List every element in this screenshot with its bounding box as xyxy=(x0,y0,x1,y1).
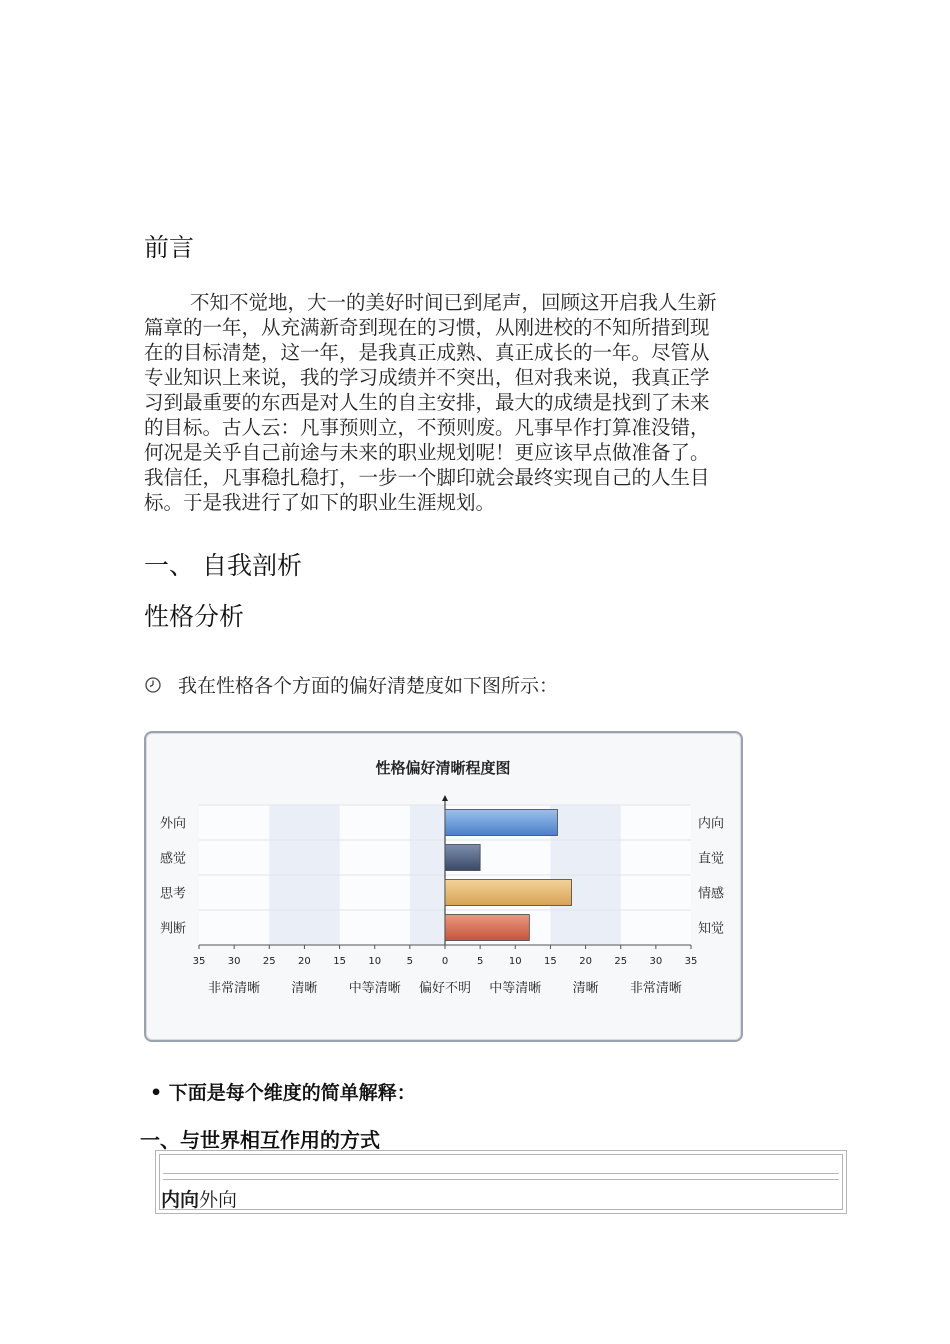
zone-label: 非常清晰 xyxy=(629,981,682,996)
axis-arrow xyxy=(442,795,448,801)
section-heading-personality: 性格分析 xyxy=(144,602,245,631)
tick-label: 5 xyxy=(476,956,484,967)
right-label: 内向 xyxy=(698,816,725,832)
right-label: 情感 xyxy=(698,886,725,902)
section-heading-self-analysis: 一、 自我剖析 xyxy=(144,551,302,580)
dimension-table xyxy=(155,1150,847,1214)
left-label: 外向 xyxy=(160,816,187,832)
left-label: 判断 xyxy=(160,921,187,937)
preface-line: 篇章的一年，从充满新奇到现在的习惯，从刚进校的不知所措到现 xyxy=(144,316,710,339)
preface-line: 专业知识上来说，我的学习成绩并不突出，但对我来说，我真正学 xyxy=(144,366,710,389)
tick-label: 0 xyxy=(441,956,449,967)
zone-label: 清晰 xyxy=(572,981,599,996)
tick-label: 10 xyxy=(508,956,522,967)
tick-label: 20 xyxy=(298,956,311,967)
preface-heading: 前言 xyxy=(144,233,195,262)
preface-line: 的目标。古人云：凡事预则立，不预则废。凡事早作打算准没错， xyxy=(144,416,710,439)
bar xyxy=(445,915,529,941)
preface-line: 我信任，凡事稳扎稳打，一步一个脚印就会最终实现自己的人生目 xyxy=(144,466,710,489)
zone-label: 偏好不明 xyxy=(418,981,472,996)
table-divider xyxy=(163,1173,839,1174)
preface-line: 习到最重要的东西是对人生的自主安排，最大的成绩是找到了未来 xyxy=(144,391,710,414)
intro-text: 我在性格各个方面的偏好清楚度如下图所示： xyxy=(178,675,559,697)
subsection-heading: 一、与世界相互作用的方式 xyxy=(140,1128,380,1152)
table-cell-text: 外向 xyxy=(199,1189,238,1211)
tick-label: 5 xyxy=(406,956,414,967)
tick-label: 35 xyxy=(684,956,698,967)
tick-label: 35 xyxy=(192,956,206,967)
tick-label: 30 xyxy=(649,956,663,967)
tick-label: 10 xyxy=(368,956,382,967)
bullet-dot: • xyxy=(150,1082,169,1104)
tick-label: 25 xyxy=(262,956,276,967)
dimension-table-inner xyxy=(159,1154,843,1210)
table-cell-bold: 内向 xyxy=(161,1189,200,1211)
tick-label: 20 xyxy=(579,956,592,967)
zone-label: 中等清晰 xyxy=(348,981,401,996)
bar xyxy=(445,810,557,836)
right-label: 知觉 xyxy=(698,921,725,937)
clock-icon xyxy=(144,676,162,694)
chart-svg xyxy=(146,733,741,1040)
table-divider xyxy=(163,1179,839,1180)
bar xyxy=(445,880,572,906)
chart-title: 性格偏好清晰程度图 xyxy=(375,759,511,777)
tick-label: 25 xyxy=(614,956,628,967)
tick-label: 15 xyxy=(544,956,557,967)
right-label: 直觉 xyxy=(698,851,725,867)
zone-label: 中等清晰 xyxy=(489,981,542,996)
preface-line: 标。于是我进行了如下的职业生涯规划。 xyxy=(144,491,496,514)
explanation-note-text: 下面是每个维度的简单解释： xyxy=(168,1082,416,1104)
preface-paragraph xyxy=(144,290,806,515)
left-label: 思考 xyxy=(160,886,187,902)
personality-chart xyxy=(144,731,743,1042)
intro-line xyxy=(144,671,558,698)
preface-line: 在的目标清楚，这一年，是我真正成熟、真正成长的一年。尽管从 xyxy=(144,341,710,364)
tick-label: 30 xyxy=(227,956,241,967)
tick-label: 15 xyxy=(333,956,346,967)
left-label: 感觉 xyxy=(160,851,187,867)
preface-line: 不知不觉地，大一的美好时间已到尾声，回顾这开启我人生新 xyxy=(190,291,717,314)
bar xyxy=(445,845,480,871)
explanation-note xyxy=(150,1078,416,1105)
preface-line: 何况是关乎自己前途与未来的职业规划呢！更应该早点做准备了。 xyxy=(144,441,710,464)
zone-label: 清晰 xyxy=(291,981,318,996)
zone-label: 非常清晰 xyxy=(208,981,261,996)
table-cell xyxy=(161,1185,237,1212)
